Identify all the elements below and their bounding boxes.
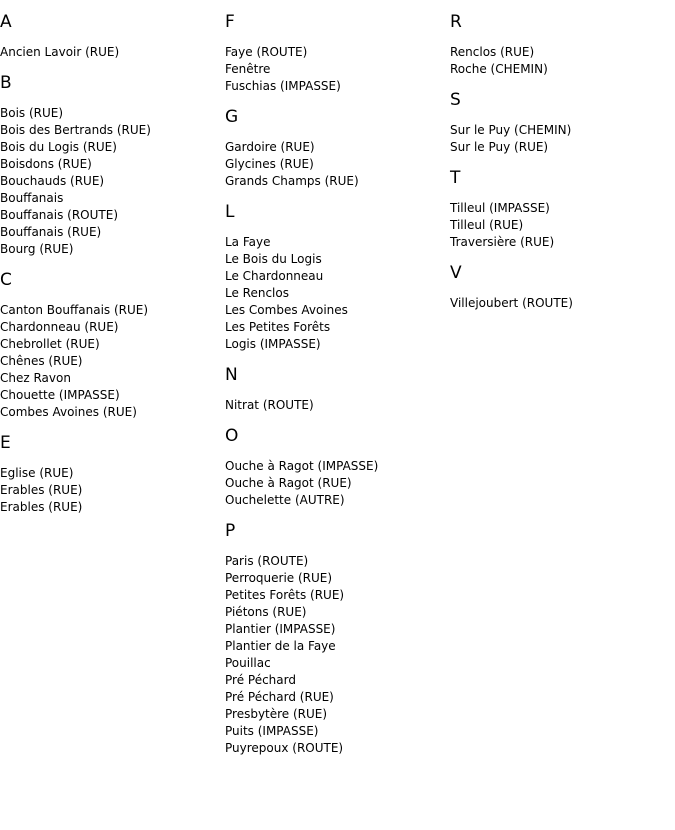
section-letter-heading: O (225, 426, 239, 446)
street-link[interactable]: Le Renclos (225, 286, 289, 300)
section-letter-heading: R (450, 12, 462, 32)
street-link[interactable]: Perroquerie (RUE) (225, 571, 333, 585)
street-link[interactable]: Tilleul (IMPASSE) (450, 201, 550, 215)
street-link[interactable]: Presbytère (RUE) (225, 707, 328, 721)
street-link[interactable]: Glycines (RUE) (225, 157, 314, 171)
section-letter-heading: A (0, 12, 12, 32)
street-link[interactable]: Nitrat (ROUTE) (225, 398, 314, 412)
section-letter-heading: G (225, 107, 239, 127)
street-list (225, 234, 450, 353)
street-link[interactable]: Bouchauds (RUE) (0, 174, 105, 188)
street-link[interactable]: Ouche à Ragot (IMPASSE) (225, 459, 379, 473)
letter-section (0, 73, 225, 258)
street-link[interactable]: Chebrollet (RUE) (0, 337, 100, 351)
street-index-column-2 (225, 0, 450, 767)
street-link[interactable]: Les Petites Forêts (225, 320, 331, 334)
street-link[interactable]: Chardonneau (RUE) (0, 320, 119, 334)
letter-section (450, 90, 675, 156)
street-list (225, 458, 450, 509)
section-letter-heading: P (225, 521, 236, 541)
street-link[interactable]: Bouffanais (0, 191, 64, 205)
street-link[interactable]: Puits (IMPASSE) (225, 724, 319, 738)
street-link[interactable]: Fenêtre (225, 62, 271, 76)
letter-section (225, 521, 450, 757)
street-list (0, 302, 225, 421)
street-link[interactable]: Bois (RUE) (0, 106, 64, 120)
street-link[interactable]: Bois des Bertrands (RUE) (0, 123, 151, 137)
street-link[interactable]: Pré Péchard (RUE) (225, 690, 334, 704)
letter-section (0, 270, 225, 421)
street-link[interactable]: Chênes (RUE) (0, 354, 83, 368)
street-list (450, 295, 675, 312)
street-link[interactable]: Puyrepoux (ROUTE) (225, 741, 344, 755)
section-letter-heading: L (225, 202, 235, 222)
street-link[interactable]: Chez Ravon (0, 371, 71, 385)
section-letter-heading: S (450, 90, 461, 110)
letter-section (450, 168, 675, 251)
street-link[interactable]: Pré Péchard (225, 673, 296, 687)
street-list (0, 105, 225, 258)
street-link[interactable]: Paris (ROUTE) (225, 554, 309, 568)
street-link[interactable]: Faye (ROUTE) (225, 45, 308, 59)
section-letter-heading: N (225, 365, 238, 385)
street-link[interactable]: Bourg (RUE) (0, 242, 74, 256)
street-link[interactable]: Plantier (IMPASSE) (225, 622, 336, 636)
letter-section (0, 433, 225, 516)
street-list (225, 44, 450, 95)
street-link[interactable]: Piétons (RUE) (225, 605, 307, 619)
section-letter-heading: F (225, 12, 235, 32)
street-link[interactable]: Grands Champs (RUE) (225, 174, 359, 188)
street-list (450, 44, 675, 78)
street-link[interactable]: Sur le Puy (CHEMIN) (450, 123, 572, 137)
street-link[interactable]: Ouchelette (AUTRE) (225, 493, 345, 507)
street-link[interactable]: Ancien Lavoir (RUE) (0, 45, 120, 59)
section-letter-heading: V (450, 263, 462, 283)
street-list (0, 465, 225, 516)
street-list (450, 200, 675, 251)
street-link[interactable]: La Faye (225, 235, 271, 249)
letter-section (225, 12, 450, 95)
letter-section (225, 365, 450, 414)
street-link[interactable]: Logis (IMPASSE) (225, 337, 321, 351)
letter-section (225, 202, 450, 353)
street-link[interactable]: Les Combes Avoines (225, 303, 348, 317)
section-letter-heading: E (0, 433, 11, 453)
street-link[interactable]: Plantier de la Faye (225, 639, 336, 653)
street-link[interactable]: Traversière (RUE) (450, 235, 555, 249)
street-link[interactable]: Roche (CHEMIN) (450, 62, 548, 76)
section-letter-heading: C (0, 270, 12, 290)
street-link[interactable]: Boisdons (RUE) (0, 157, 92, 171)
street-link[interactable]: Erables (RUE) (0, 500, 83, 514)
street-index-column-1 (0, 0, 225, 526)
street-list (225, 553, 450, 757)
letter-section (450, 263, 675, 312)
street-link[interactable]: Canton Bouffanais (RUE) (0, 303, 149, 317)
letter-section (0, 12, 225, 61)
street-link[interactable]: Sur le Puy (RUE) (450, 140, 549, 154)
street-list (450, 122, 675, 156)
street-link[interactable]: Petites Forêts (RUE) (225, 588, 345, 602)
street-link[interactable]: Chouette (IMPASSE) (0, 388, 120, 402)
street-link[interactable]: Villejoubert (ROUTE) (450, 296, 573, 310)
letter-section (225, 107, 450, 190)
street-index-column-3 (450, 0, 675, 322)
street-list (0, 44, 225, 61)
street-link[interactable]: Combes Avoines (RUE) (0, 405, 137, 419)
street-link[interactable]: Erables (RUE) (0, 483, 83, 497)
street-list (225, 139, 450, 190)
letter-section (225, 426, 450, 509)
street-link[interactable]: Ouche à Ragot (RUE) (225, 476, 352, 490)
section-letter-heading: B (0, 73, 12, 93)
street-link[interactable]: Tilleul (RUE) (450, 218, 524, 232)
street-link[interactable]: Bouffanais (ROUTE) (0, 208, 119, 222)
street-list (225, 397, 450, 414)
street-link[interactable]: Bouffanais (RUE) (0, 225, 102, 239)
section-letter-heading: T (450, 168, 461, 188)
street-link[interactable]: Le Bois du Logis (225, 252, 322, 266)
street-link[interactable]: Le Chardonneau (225, 269, 324, 283)
street-link[interactable]: Eglise (RUE) (0, 466, 74, 480)
street-link[interactable]: Gardoire (RUE) (225, 140, 315, 154)
letter-section (450, 12, 675, 78)
street-link[interactable]: Bois du Logis (RUE) (0, 140, 117, 154)
street-link[interactable]: Renclos (RUE) (450, 45, 535, 59)
street-link[interactable]: Fuschias (IMPASSE) (225, 79, 341, 93)
street-link[interactable]: Pouillac (225, 656, 271, 670)
